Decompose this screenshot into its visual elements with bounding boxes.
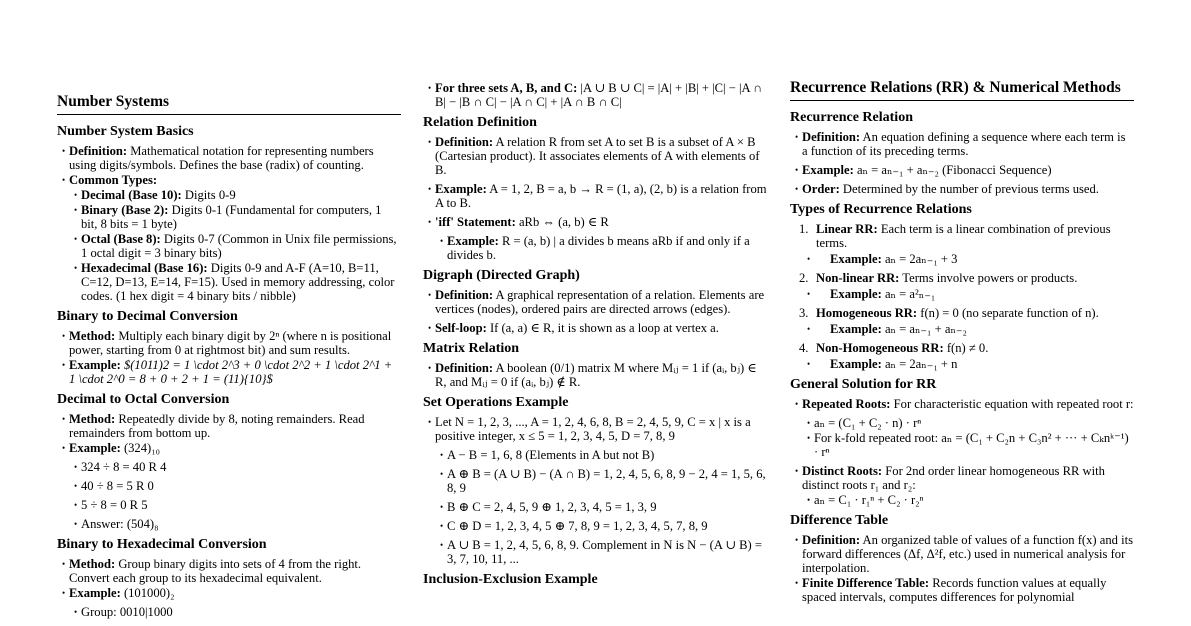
column-relations xyxy=(423,0,768,626)
subheading: Set Operations Example xyxy=(423,395,569,410)
list-item: • Hexadecimal (Base 16): Digits 0-9 and A-F (A=10, B=11, C=12, D=13, E=14, F=15). Used in memory addressing, color codes. (1 hex digit = 4 binary bits / nibble) xyxy=(57,261,401,303)
list-item: • Definition: A relation R from set A to set B is a subset of A × B (Cartesian product). It associates elements of A with elements of B. xyxy=(423,135,768,177)
list-item: • Distinct Roots: For 2nd order linear homogeneous RR with distinct roots r₁ and r₂: xyxy=(790,464,1134,492)
section-title: Recurrence Relations (RR) & Numerical Methods xyxy=(790,79,1134,101)
list-item: • Repeated Roots: For characteristic equation with repeated root r: xyxy=(790,397,1134,411)
list-item: • Definition: A graphical representation of a relation. Elements are vertices (nodes), ordered pairs are directed arrows (edges). xyxy=(423,288,768,316)
list-item: • Common Types: xyxy=(57,173,401,187)
subheading: Matrix Relation xyxy=(423,341,520,356)
list-item: • Octal (Base 8): Digits 0-7 (Common in Unix file permissions, 1 octal digit = 3 binary bits) xyxy=(57,232,401,260)
list-item: • Definition: An equation defining a sequence where each term is a function of its preceding terms. xyxy=(790,130,1134,158)
list-item: • Example: R = (a, b) | a divides b means aRb if and only if a divides b. xyxy=(423,234,768,262)
list-item: • Method: Group binary digits into sets of 4 from the right. Convert each group to its hexadecimal equivalent. xyxy=(57,557,401,585)
list-item: • A − B = 1, 6, 8 (Elements in A but not B) xyxy=(423,448,768,462)
list-item: • aₙ = C₁ · r₁ⁿ + C₂ · r₂ⁿ xyxy=(790,493,1134,507)
subheading: Binary to Decimal Conversion xyxy=(57,309,238,324)
list-item: • Answer: (504)₈ xyxy=(57,517,401,531)
subheading: Number System Basics xyxy=(57,124,194,139)
list-item: • Example: A = 1, 2, B = a, b → R = (1, a), (2, b) is a relation from A to B. xyxy=(423,182,768,210)
list-item: • For three sets A, B, and C: |A ∪ B ∪ C| = |A| + |B| + |C| − |A ∩ B| − |B ∩ C| − |A ∩ C| + |A ∩ B ∩ C| xyxy=(423,81,768,109)
subheading: Binary to Hexadecimal Conversion xyxy=(57,537,267,552)
numbered-item: 4. Non-Homogeneous RR: f(n) ≠ 0. xyxy=(799,341,989,355)
list-item: • For k-fold repeated root: aₙ = (C₁ + C₂n + C₃n² + ··· + Cₖnᵏ⁻¹) · rⁿ xyxy=(790,431,1134,459)
list-item: • Definition: A boolean (0/1) matrix M where Mᵢⱼ = 1 if (aᵢ, bⱼ) ∈ R, and Mᵢⱼ = 0 if (aᵢ, bⱼ) ∉ R. xyxy=(423,361,768,389)
subheading: Types of Recurrence Relations xyxy=(790,202,972,217)
subheading: Inclusion-Exclusion Example xyxy=(423,572,598,587)
list-item: • Example: aₙ = 2aₙ₋₁ + 3 xyxy=(790,252,1134,266)
column-recurrence-relations xyxy=(790,0,1134,626)
list-item: • Group: 0010|1000 xyxy=(57,605,401,619)
list-item: • 5 ÷ 8 = 0 R 5 xyxy=(57,498,401,512)
subheading: General Solution for RR xyxy=(790,377,937,392)
list-item: • Example: (101000)₂ xyxy=(57,586,401,600)
column-number-systems xyxy=(57,0,401,626)
list-item: • Example: aₙ = 2aₙ₋₁ + n xyxy=(790,357,1134,371)
numbered-item: 1. Linear RR: Each term is a linear combination of previous terms. xyxy=(799,222,1111,250)
list-item: • Binary (Base 2): Digits 0-1 (Fundamental for computers, 1 bit, 8 bits = 1 byte) xyxy=(57,203,401,231)
list-item: • Definition: An organized table of values of a function f(x) and its forward differences (Δf, Δ²f, etc.) used in numerical analysis for interpolation. xyxy=(790,533,1134,575)
list-item: • Example: (324)₁₀ xyxy=(57,441,401,455)
list-item: • Method: Multiply each binary digit by 2ⁿ (where n is positional power, starting from 0 at rightmost bit) and sum results. xyxy=(57,329,401,357)
list-item: • 40 ÷ 8 = 5 R 0 xyxy=(57,479,401,493)
subheading: Digraph (Directed Graph) xyxy=(423,268,580,283)
section-title: Number Systems xyxy=(57,93,401,115)
list-item: • A ∪ B = 1, 2, 4, 5, 6, 8, 9. Complement in N is N − (A ∪ B) = 3, 7, 10, 11, ... xyxy=(423,538,768,566)
list-item: • 'iff' Statement: aRb ⇔ (a, b) ∈ R xyxy=(423,215,768,229)
list-item: • A ⊕ B = (A ∪ B) − (A ∩ B) = 1, 2, 4, 5, 6, 8, 9 − 2, 4 = 1, 5, 6, 8, 9 xyxy=(423,467,768,495)
list-item: • Finite Difference Table: Records function values at equally spaced intervals, computes differences for polynomial xyxy=(790,576,1134,604)
list-item: • B ⊕ C = 2, 4, 5, 9 ⊕ 1, 2, 3, 4, 5 = 1, 3, 9 xyxy=(423,500,768,514)
list-item: • Example: aₙ = a²ₙ₋₁ xyxy=(790,287,1134,301)
list-item: • Definition: Mathematical notation for representing numbers using digits/symbols. Defines the base (radix) of counting. xyxy=(57,144,401,172)
list-item: • Method: Repeatedly divide by 8, noting remainders. Read remainders from bottom up. xyxy=(57,412,401,440)
list-item: • 324 ÷ 8 = 40 R 4 xyxy=(57,460,401,474)
subheading: Relation Definition xyxy=(423,115,537,130)
numbered-item: 3. Homogeneous RR: f(n) = 0 (no separate function of n). xyxy=(799,306,1099,320)
numbered-item: 2. Non-linear RR: Terms involve powers or products. xyxy=(799,271,1078,285)
list-item: • Order: Determined by the number of previous terms used. xyxy=(790,182,1134,196)
list-item: • Example: aₙ = aₙ₋₁ + aₙ₋₂ xyxy=(790,322,1134,336)
list-item: • Decimal (Base 10): Digits 0-9 xyxy=(57,188,401,202)
list-item: • Let N = 1, 2, 3, ..., A = 1, 2, 4, 6, 8, B = 2, 4, 5, 9, C = x | x is a positive integer, x ≤ 5 = 1, 2, 3, 4, 5, D = 7, 8, 9 xyxy=(423,415,768,443)
list-item: • Example: aₙ = aₙ₋₁ + aₙ₋₂ (Fibonacci Sequence) xyxy=(790,163,1134,177)
list-item: • aₙ = (C₁ + C₂ · n) · rⁿ xyxy=(790,416,1134,430)
subheading: Difference Table xyxy=(790,513,889,528)
subheading: Decimal to Octal Conversion xyxy=(57,392,230,407)
list-item: • Self-loop: If (a, a) ∈ R, it is shown as a loop at vertex a. xyxy=(423,321,768,335)
list-item: • Example: $(1011)2 = 1 \cdot 2^3 + 0 \cdot 2^2 + 1 \cdot 2^1 + 1 \cdot 2^0 = 8 + 0 + 2 + 1 = (11){10}$ xyxy=(57,358,401,386)
subheading: Recurrence Relation xyxy=(790,110,913,125)
list-item: • C ⊕ D = 1, 2, 3, 4, 5 ⊕ 7, 8, 9 = 1, 2, 3, 4, 5, 7, 8, 9 xyxy=(423,519,768,533)
